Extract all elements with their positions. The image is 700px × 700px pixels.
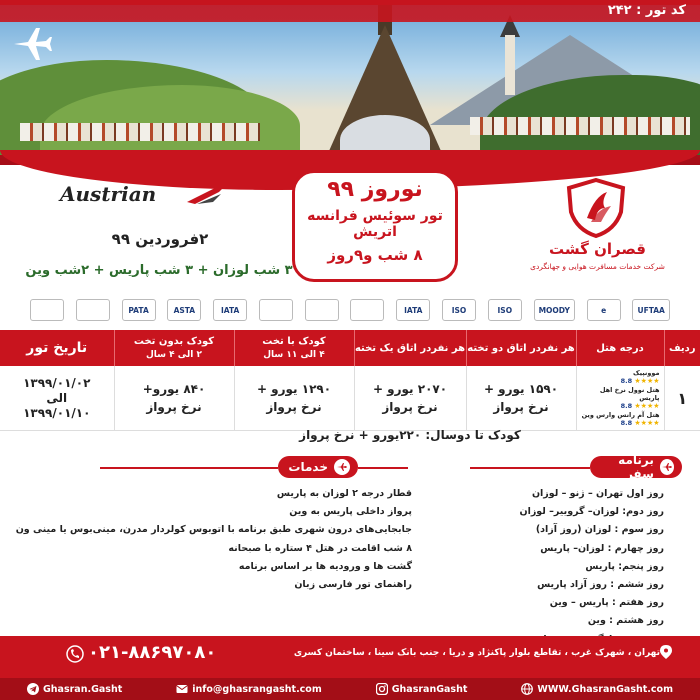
list-item: گشت ها و ورودیه ها بر اساس برنامه xyxy=(238,560,412,572)
tour-date: ۲فروردین ۹۹ xyxy=(111,230,209,248)
promo-subtitle: تور سوئیس فرانسه اتریش xyxy=(307,208,443,240)
infant-price-note: کودک تا دوسال: ۲۲۰یورو + نرخ پرواز xyxy=(299,428,521,442)
promo-duration: ۸ شب و۹روز xyxy=(327,246,423,264)
star-rating-icon: ★★★★ xyxy=(634,402,660,410)
accreditation-logo: PATA xyxy=(122,299,156,321)
accreditation-logo xyxy=(350,299,384,321)
child-nobed-price: ۸۴۰ یورو+ xyxy=(142,382,206,396)
email-address: info@ghasrangasht.com xyxy=(192,683,322,695)
email-link[interactable] xyxy=(176,683,322,695)
contact-bar xyxy=(0,678,700,700)
accreditation-logo xyxy=(30,299,64,321)
program-title: برنامه سفر xyxy=(618,453,654,481)
col-header-child-nobed xyxy=(114,330,234,366)
list-item: روز ششم : روز آزاد پاریس xyxy=(537,579,664,591)
accreditation-logo xyxy=(259,299,293,321)
header-photo xyxy=(0,5,700,155)
accreditation-logo: IATA xyxy=(213,299,247,321)
services-section-header xyxy=(278,456,358,478)
tour-date-cell xyxy=(0,366,114,431)
list-item: قطار درجه ۲ لوزان به پاریس xyxy=(276,488,412,499)
date-to: ۱۳۹۹/۰۱/۱۰ xyxy=(23,406,91,420)
child-bed-age: ۴ الی ۱۱ سال xyxy=(263,350,325,360)
services-title: خدمات xyxy=(288,460,328,474)
col-header-double: هر نفردر اتاق دو تخته xyxy=(466,330,576,366)
child-bed-price-cell xyxy=(234,366,354,431)
address: تهران ، شهرک غرب ، تقاطع بلوار پاکنژاد و دریا ، جنب بانک سینا ، ساختمان کسری xyxy=(293,648,660,658)
price-table xyxy=(0,330,700,431)
agency-shield-icon xyxy=(565,178,627,238)
services-list xyxy=(15,485,412,594)
col-header-hotel: درجه هتل xyxy=(576,330,664,366)
accreditation-logo: IATA xyxy=(396,299,430,321)
telegram-handle: Ghasran.Gasht xyxy=(42,683,123,695)
list-item: روز هفتم : پاریس – وین xyxy=(549,597,664,609)
hotel-name: هتل نوول نرخ اهل پاریس xyxy=(599,386,660,402)
accreditation-logos xyxy=(30,295,670,325)
child-nobed-label: کودک بدون تخت xyxy=(133,336,215,347)
list-item: روز پنجم: پاریس xyxy=(585,560,664,572)
instagram-handle: GhasranGasht xyxy=(391,683,468,695)
list-item: روز سوم : لوزان (روز آزاد) xyxy=(535,524,664,536)
single-price-cell xyxy=(354,366,466,431)
phone-number[interactable]: ۰۲۱-۸۸۶۹۷۰۸۰ xyxy=(88,642,217,663)
email-icon xyxy=(176,683,188,695)
row-number: ۱ xyxy=(664,366,700,431)
date-separator: الی xyxy=(46,391,68,405)
child-nobed-price-cell xyxy=(114,366,234,431)
itinerary-summary: ۳ شب لوزان + ۳ شب پاریس + ۲شب وین xyxy=(25,263,293,278)
flight-fare: نرخ پرواز xyxy=(493,400,549,414)
hotel-score: 8.8 xyxy=(620,402,633,410)
promo-box xyxy=(292,170,458,282)
hotel-score: 8.8 xyxy=(620,419,633,427)
accreditation-logo xyxy=(305,299,339,321)
accreditation-logo: e xyxy=(587,299,621,321)
airline-swoosh-icon xyxy=(185,184,227,206)
col-header-date: تاریخ تور xyxy=(0,330,114,366)
list-item: جابجایی‌های درون شهری طبق برنامه با اتوبوس کولردار مدرن، مینی‌بوس یا مینی ون xyxy=(15,524,412,536)
services-divider-left xyxy=(100,467,278,469)
airplane-icon xyxy=(334,459,350,475)
accreditation-logo: MOODY xyxy=(534,299,575,321)
col-header-row: ردیف xyxy=(664,330,700,366)
accreditation-logo xyxy=(76,299,110,321)
telegram-link[interactable] xyxy=(27,683,122,695)
child-bed-label: کودک با تخت xyxy=(262,336,326,347)
website-url: WWW.GhasranGasht.com xyxy=(537,683,673,695)
star-rating-icon: ★★★★ xyxy=(634,419,660,427)
list-item: روز اول تهران – ژنو – لوزان xyxy=(531,488,664,499)
flight-fare: نرخ پرواز xyxy=(146,400,202,414)
hotel-item xyxy=(581,369,660,385)
program-list xyxy=(464,485,664,649)
promo-title: نوروز ۹۹ xyxy=(327,177,423,202)
hotel-name: موونپیک xyxy=(632,369,660,377)
airline-logo: Austrian xyxy=(60,182,157,206)
hotel-score: 8.8 xyxy=(620,377,633,385)
airplane-icon xyxy=(12,22,52,62)
hotel-item xyxy=(581,386,660,410)
date-from: ۱۳۹۹/۰۱/۰۲ xyxy=(23,376,91,390)
telegram-icon xyxy=(27,683,39,695)
child-nobed-age: ۲ الی ۴ سال xyxy=(145,350,203,360)
hotel-name: هتل آم رانس وارس وین xyxy=(581,411,660,419)
program-divider xyxy=(470,467,590,469)
col-header-single: هر نفردر اتاق یک تخته xyxy=(354,330,466,366)
accreditation-logo: ASTA xyxy=(167,299,201,321)
col-header-child-bed xyxy=(234,330,354,366)
accreditation-logo: UFTAA xyxy=(632,299,669,321)
services-divider-right xyxy=(358,467,408,469)
table-header-row xyxy=(0,330,700,366)
instagram-link[interactable] xyxy=(376,683,468,695)
flight-fare: نرخ پرواز xyxy=(382,400,438,414)
agency-tagline: شرکت خدمات مسافرت هوایی و جهانگردی xyxy=(530,262,665,271)
list-item: پرواز داخلی پاریس به وین xyxy=(289,506,412,518)
hotel-item xyxy=(581,411,660,427)
list-item: روز هشتم : وین xyxy=(587,615,664,627)
accreditation-logo: ISO xyxy=(442,299,476,321)
single-price: ۲۰۷۰ یورو + xyxy=(372,382,448,396)
star-rating-icon: ★★★★ xyxy=(634,377,660,385)
globe-icon xyxy=(521,683,533,695)
tour-code: کد تور : ۲۴۲ xyxy=(607,3,686,18)
header-banner xyxy=(0,0,700,165)
location-pin-icon xyxy=(660,645,672,659)
program-section-header xyxy=(590,453,682,481)
double-price-cell xyxy=(466,366,576,431)
list-item: ۸ شب اقامت در هتل ۴ ستاره با صبحانه xyxy=(228,542,412,554)
child-bed-price: ۱۲۹۰ یورو + xyxy=(256,382,332,396)
list-item: راهنمای تور فارسی زبان xyxy=(294,579,412,591)
phone-icon xyxy=(66,645,84,663)
list-item: روز چهارم : لوزان– پاریس xyxy=(540,542,664,554)
flight-fare: نرخ پرواز xyxy=(266,400,322,414)
website-link[interactable] xyxy=(521,683,673,695)
list-item: روز دوم: لوزان– گروییر– لوزان xyxy=(519,506,664,518)
double-price: ۱۵۹۰ یورو + xyxy=(483,382,559,396)
instagram-icon xyxy=(376,683,388,695)
table-row xyxy=(0,366,700,431)
agency-name: قصران گشت xyxy=(549,240,646,258)
hotel-list xyxy=(576,366,664,431)
airplane-icon xyxy=(660,459,674,475)
tour-code-banner xyxy=(0,0,700,22)
accreditation-logo: ISO xyxy=(488,299,522,321)
